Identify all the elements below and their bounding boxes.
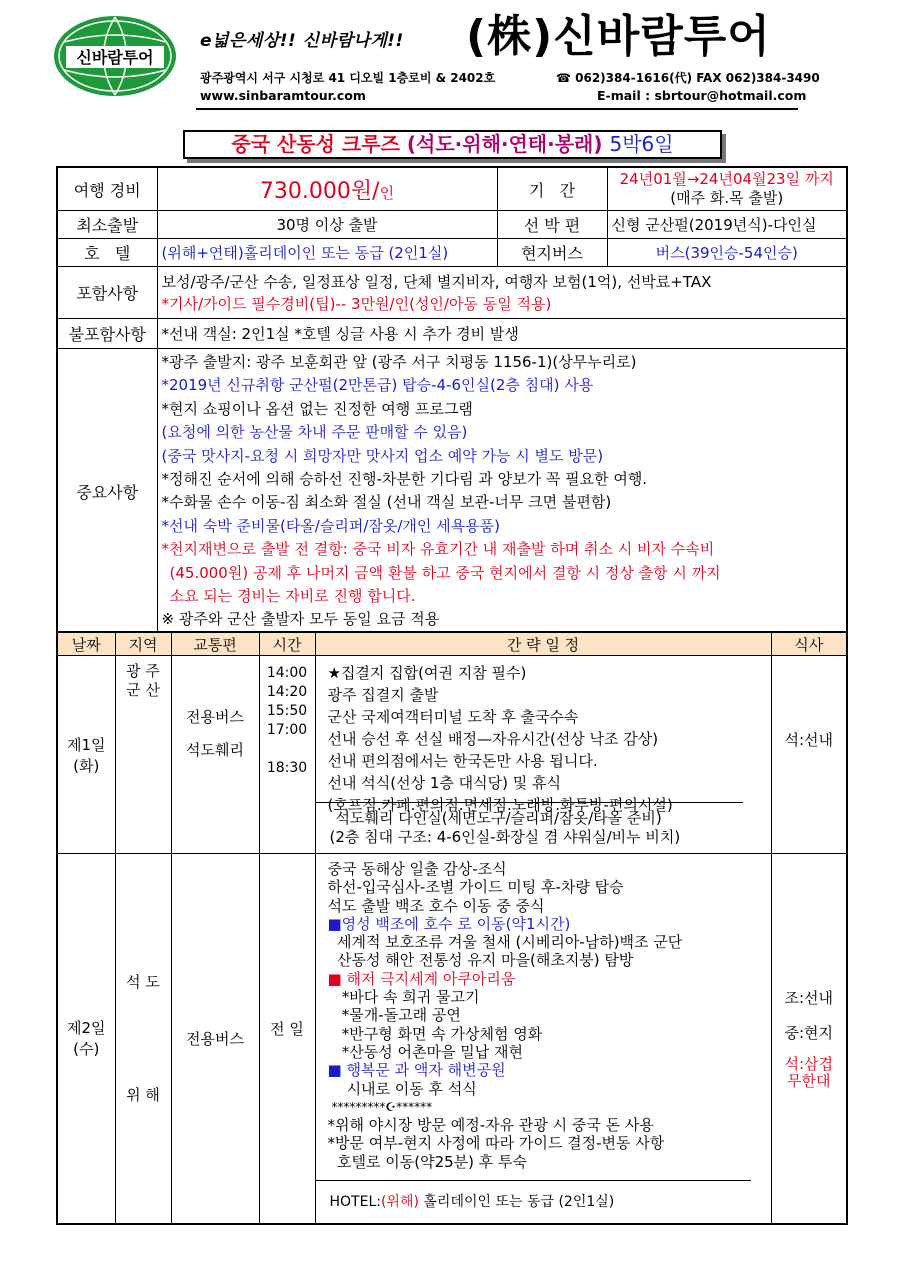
note-line: (45.000원) 공제 후 나머지 금액 환불 하고 중국 현지에서 결항 시 정상 출항 시 까지: [169, 563, 721, 582]
day2-meals: 조:선내 중:현지 석:삼겹 무한대: [771, 854, 847, 1224]
day2-time: 전 일: [259, 854, 315, 1224]
website-link[interactable]: www.sinbaramtour.com: [200, 88, 366, 103]
bus-label: 현지버스: [497, 239, 607, 267]
note-line: *수화물 손수 이동-짐 최소화 절실 (선내 객실 보관-너무 크면 불편함): [161, 493, 612, 512]
day1-room-info: 석도훼리 다인실(세면도구/슬리퍼/잠옷/타올 준비) (2층 침대 구조: 4-6인실-화장실 겸 샤워실/비누 비치): [316, 802, 743, 851]
title-route: (석도·위해·연태·봉래): [406, 132, 603, 156]
col-header-meals: 식사: [771, 632, 847, 656]
col-header-time: 시간: [259, 632, 315, 656]
day2-hotel-info: HOTEL:(위해) 홀리데이인 또는 동급 (2인1실): [316, 1180, 751, 1219]
note-line: (중국 맛사지-요청 시 희망자만 맛사지 업소 예약 가능 시 별도 방문): [161, 446, 604, 465]
hotel-label: 호 텔: [57, 239, 157, 267]
note-line: *천지재변으로 출발 전 결항: 중국 비자 유효기간 내 재출발 하며 취소 시 비자 수속비: [161, 540, 715, 559]
important-label: 중요사항: [57, 349, 157, 635]
cost-value: 730.000원/인: [157, 167, 497, 211]
day1-date: 제1일 (화): [57, 656, 115, 854]
note-line: (요청에 의한 농산물 차내 주문 판매할 수 있음): [161, 423, 468, 442]
note-line: *선내 숙박 준비물(타올/슬리퍼/잠옷/개인 세욕용품): [161, 516, 500, 535]
note-line: *2019년 신규취항 군산펄(2만톤급) 탑승-4-6인실(2층 침대) 사용: [161, 376, 594, 395]
min-value: 30명 이상 출발: [157, 211, 497, 239]
itinerary-table: [56, 631, 848, 1225]
period-label: 기 간: [497, 167, 607, 211]
note-line: ※ 광주와 군산 출발자 모두 동일 요금 적용: [161, 610, 440, 629]
included-label: 포함사항: [57, 267, 157, 319]
col-header-itinerary: 간 략 일 정: [315, 632, 771, 656]
ship-value: 신형 군산펄(2019년식)-다인실: [607, 211, 847, 239]
important-notes: [157, 349, 847, 635]
period-value: 24년01월→24년04월23일 까지 (매주 화.목 출발): [607, 167, 847, 211]
company-name: (株)신바람투어: [466, 11, 771, 62]
ship-label: 선 박 편: [497, 211, 607, 239]
col-header-date: 날짜: [57, 632, 115, 656]
company-logo: [52, 14, 178, 98]
day1-row: [57, 656, 847, 854]
col-header-transport: 교통편: [171, 632, 259, 656]
title-main: 중국 산동성 크루즈: [231, 132, 400, 156]
tour-title: [183, 130, 722, 159]
note-line: *광주 출발지: 광주 보훈회관 앞 (광주 서구 치평동 1156-1)(상무누리로): [161, 353, 637, 371]
cost-label: 여행 경비: [57, 167, 157, 211]
day2-transport: 전용버스: [171, 854, 259, 1224]
email-link[interactable]: E-mail : sbrtour@hotmail.com: [597, 88, 807, 103]
min-label: 최소출발: [57, 211, 157, 239]
note-line: *현지 쇼핑이나 옵션 없는 진정한 여행 프로그램: [161, 399, 473, 418]
day1-meals: 석:선내: [771, 656, 847, 854]
phone-fax: ☎ 062)384-1616(代) FAX 062)384-3490: [556, 71, 820, 85]
day1-region: 광 주 군 산: [115, 656, 171, 854]
title-duration: 5박6일: [609, 132, 674, 156]
col-header-region: 지역: [115, 632, 171, 656]
note-line: *정해진 순서에 의해 승하선 진행-차분한 기다림 과 양보가 꼭 필요한 여행.: [161, 470, 648, 489]
day2-itinerary: 중국 동해상 일출 감상-조식 하선-입국심사-조별 가이드 미팅 후-차량 탑승 석도 출발 백조 호수 이동 중 중식 ■영성 백조에 호수 로 이동(약1시간) 세계적 보호조류 겨울 철새 (시베리아-남하)백조 군단 산동성 해안 전통성 유지 마을(해초지붕) 탐방 ■ 해저 극지세계 아쿠아리움 *바다 속 희귀 물고기 *물개-돌고래 공연 *반구형 화면 속 가상체험 영화 *산동성 어촌마을 밀납 재현 ■ 행복문 과 액자 해변공원 시내로 이동 후 석식 *********☪****** *위해 야시장 방문 예정-자유 관광 시 중국 돈 사용 *방문 여부-현지 사정에 따라 가이드 결정-변동 사항 호텔로 이동(약25분) 후 투숙 HOTEL:(위해) 홀리데이인 또는 동급 (2인1실): [315, 854, 771, 1224]
day1-itinerary: ★집결지 집합(여권 지참 필수) 광주 집결지 출발 군산 국제여객터미널 도착 후 출국수속 선내 승선 후 선실 배정—자유시간(선상 낙조 감상) 선내 편의점에서는 한국돈만 사용 됩니다. 선내 석식(선상 1층 대식당) 및 휴식 (호프점.카페.편의점.면세점.노래방.화투방-편의시설) 석도훼리 다인실(세면도구/슬리퍼/잠옷/타올 준비) (2층 침대 구조: 4-6인실-화장실 겸 샤워실/비누 비치): [315, 656, 771, 854]
day2-region: 석 도 위 해: [115, 854, 171, 1224]
header-divider: [196, 108, 798, 110]
logo-text: 신바람투어: [76, 48, 154, 67]
slogan: e넓은세상!! 신바람나게!!: [200, 31, 404, 51]
tour-info-table: [56, 166, 848, 636]
excluded-items: *선내 객실: 2인1실 *호텔 싱글 사용 시 추가 경비 발생: [157, 319, 847, 349]
note-line: 소요 되는 경비는 자비로 진행 합니다.: [169, 587, 416, 606]
day1-transport: 전용버스 석도훼리: [171, 656, 259, 854]
hotel-value: (위해+연태)홀리데이인 또는 동급 (2인1실): [157, 239, 497, 267]
address: 광주광역시 서구 시청로 41 디오빌 1층로비 & 2402호: [200, 71, 496, 85]
day2-date: 제2일 (수): [57, 854, 115, 1224]
day2-row: [57, 854, 847, 1224]
day1-times: 14:00 14:20 15:50 17:00 18:30: [259, 656, 315, 854]
bus-value: 버스(39인승-54인승): [607, 239, 847, 267]
excluded-label: 불포함사항: [57, 319, 157, 349]
included-items: 보성/광주/군산 수송, 일정표상 일정, 단체 별지비자, 여행자 보험(1억), 선박료+TAX *기사/가이드 필수경비(팁)-- 3만원/인(성인/아동 동일 적용): [157, 267, 847, 319]
